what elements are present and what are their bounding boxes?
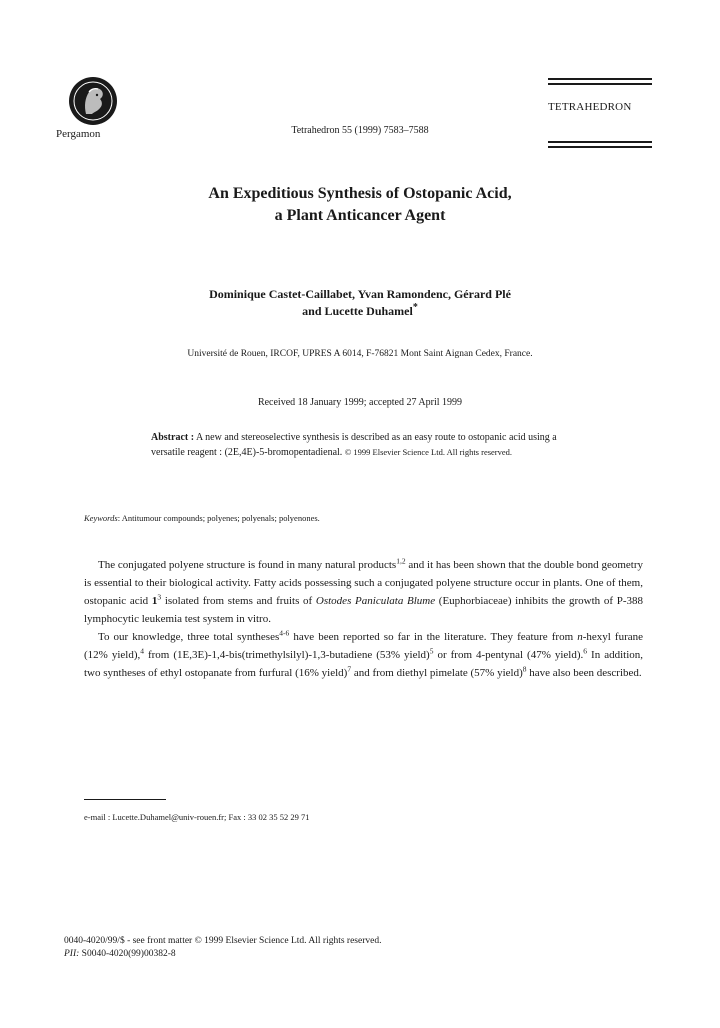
abstract-copyright: © 1999 Elsevier Science Ltd. All rights reserved. bbox=[344, 447, 513, 457]
citation-ref: 8 bbox=[522, 664, 527, 674]
header-rule bbox=[548, 141, 652, 143]
citation-ref: 4 bbox=[140, 646, 144, 656]
header-rule bbox=[548, 83, 652, 85]
author-line: Dominique Castet-Caillabet, Yvan Ramondenc, Gérard Plé bbox=[209, 287, 511, 301]
text-run: or from 4-pentynal (47% yield). bbox=[433, 649, 584, 661]
text-run: and it has been shown that the double bond geometry is essential to their biological activity. Fatty acids possessing such a conjugated polyene structure occur in plants. One of them, ostopanic acid bbox=[84, 559, 643, 607]
text-run: -hexyl furane (12% yield), bbox=[84, 631, 643, 661]
author-list bbox=[0, 287, 720, 318]
keywords-label: Keywords bbox=[84, 513, 118, 523]
body-text bbox=[84, 556, 643, 682]
article-title-line: An Expeditious Synthesis of Ostopanic Acid, bbox=[208, 185, 512, 202]
header-rule bbox=[548, 146, 652, 148]
text-run: In addition, two syntheses of ethyl ostopanate from furfural (16% yield) bbox=[84, 649, 644, 679]
footnote: e-mail : Lucette.Duhamel@univ-rouen.fr; Fax : 33 02 35 52 29 71 bbox=[84, 812, 310, 822]
citation-ref: 3 bbox=[157, 592, 162, 602]
copyright-line: 0040-4020/99/$ - see front matter © 1999 Elsevier Science Ltd. All rights reserved. bbox=[64, 936, 382, 946]
text-run: have also been described. bbox=[526, 667, 642, 679]
copyright-block bbox=[64, 935, 381, 961]
abstract-text: A new and stereoselective synthesis is described as an easy route to ostopanic acid using a versatile reagent : (2E,4E)-5-bromopentadienal. bbox=[151, 432, 557, 458]
keywords-text: : Antitumour compounds; polyenes; polyenals; polyenones. bbox=[117, 513, 320, 523]
text-run: The conjugated polyene structure is found in many natural products bbox=[98, 559, 397, 571]
text-run: To our knowledge, three total syntheses bbox=[98, 631, 280, 643]
abstract-label: Abstract : bbox=[151, 432, 195, 443]
keywords bbox=[84, 513, 644, 523]
text-run: have been reported so far in the literature. They feature from bbox=[289, 631, 578, 643]
text-run: isolated from stems and fruits of bbox=[161, 595, 316, 607]
footnote-rule bbox=[84, 799, 166, 800]
paragraph bbox=[84, 628, 643, 682]
article-title-line: a Plant Anticancer Agent bbox=[274, 207, 446, 224]
journal-citation: Tetrahedron 55 (1999) 7583–7588 bbox=[291, 125, 429, 136]
species-name: Ostodes Paniculata Blume bbox=[315, 595, 436, 607]
article-title bbox=[0, 183, 720, 227]
affiliation: Université de Rouen, IRCOF, UPRES A 6014, F-76821 Mont Saint Aignan Cedex, France. bbox=[187, 349, 533, 359]
citation-ref: 7 bbox=[347, 664, 352, 674]
pii-value: S0040-4020(99)00382-8 bbox=[79, 949, 176, 959]
author-line bbox=[0, 301, 720, 318]
citation-ref: 5 bbox=[429, 646, 434, 656]
header-rule bbox=[548, 78, 652, 80]
compound-number: 1 bbox=[151, 595, 158, 607]
text-run: and from diethyl pimelate (57% yield) bbox=[351, 667, 523, 679]
pii-label: PII: bbox=[64, 949, 80, 959]
received-dates: Received 18 January 1999; accepted 27 April 1999 bbox=[257, 397, 463, 408]
corresponding-author-mark: * bbox=[412, 302, 418, 313]
publisher-logo bbox=[64, 76, 122, 126]
citation-ref: 4-6 bbox=[279, 628, 290, 638]
journal-name: TETRAHEDRON bbox=[548, 101, 632, 113]
citation-ref: 6 bbox=[583, 646, 588, 656]
paragraph bbox=[84, 556, 643, 628]
pii-line bbox=[64, 948, 381, 961]
italic-prefix: n bbox=[577, 631, 583, 643]
publisher-name: Pergamon bbox=[56, 128, 101, 140]
text-run: (Euphorbiaceae) inhibits the growth of P-388 lymphocytic leukemia test system in vitro. bbox=[84, 595, 643, 625]
abstract bbox=[151, 431, 571, 460]
text-run: from (1E,3E)-1,4-bis(trimethylsilyl)-1,3-butadiene (53% yield) bbox=[143, 649, 430, 661]
author-names: and Lucette Duhamel bbox=[302, 304, 413, 318]
citation-ref: 1,2 bbox=[396, 556, 406, 566]
